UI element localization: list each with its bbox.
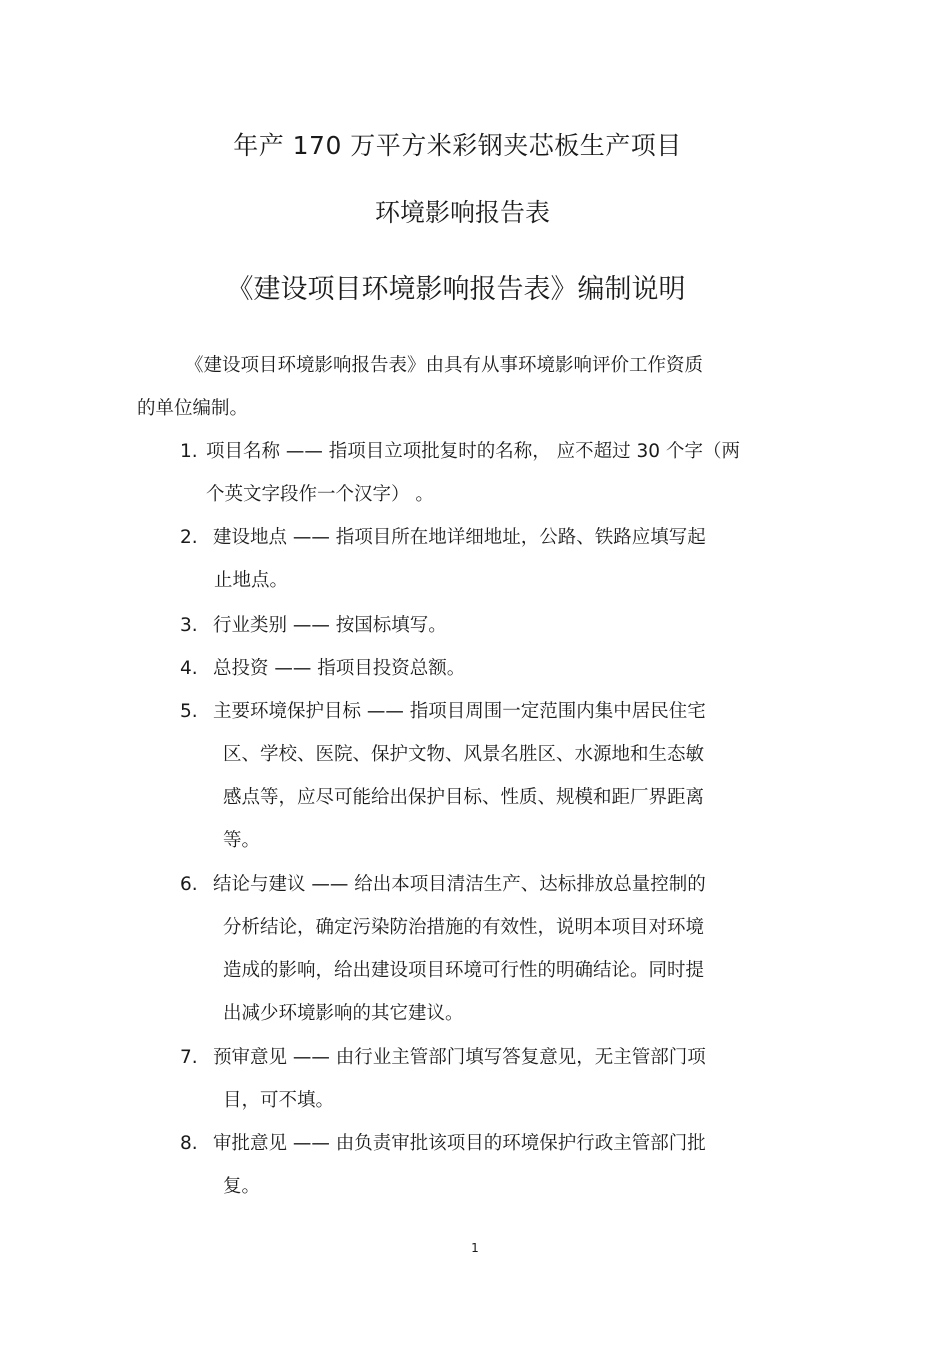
- document-subtitle: 环境影响报告表: [374, 198, 550, 227]
- document-title: 年产 170 万平方米彩钢夹芯板生产项目: [233, 131, 682, 160]
- page-number: 1: [471, 1241, 479, 1255]
- item-line: 结论与建议 —— 给出本项目清洁生产、达标排放总量控制的: [213, 874, 706, 895]
- item-number: 3.: [180, 615, 198, 636]
- item-line: 预审意见 —— 由行业主管部门填写答复意见，无主管部门项: [213, 1047, 706, 1068]
- item-number: 2.: [180, 527, 198, 548]
- item-line: 复。: [223, 1176, 261, 1197]
- item-line: 审批意见 —— 由负责审批该项目的环境保护行政主管部门批: [213, 1133, 706, 1154]
- section-heading: 《建设项目环境影响报告表》编制说明: [226, 274, 686, 305]
- item-line: 个英文字段作一个汉字） 。: [206, 484, 434, 505]
- item-line: 建设地点 —— 指项目所在地详细地址，公路、铁路应填写起: [213, 527, 706, 548]
- item-line: 区、学校、医院、保护文物、风景名胜区、水源地和生态敏: [223, 744, 705, 765]
- item-number: 1.: [180, 441, 198, 462]
- item-number: 6.: [180, 874, 198, 895]
- item-line: 主要环境保护目标 —— 指项目周围一定范围内集中居民住宅: [213, 701, 706, 722]
- item-number: 8.: [180, 1133, 198, 1154]
- item-line: 止地点。: [214, 570, 289, 591]
- item-line: 总投资 —— 指项目投资总额。: [213, 658, 466, 679]
- intro-paragraph-line-1: 《建设项目环境影响报告表》由具有从事环境影响评价工作资质: [185, 355, 704, 376]
- item-line: 分析结论，确定污染防治措施的有效性，说明本项目对环境: [223, 917, 705, 938]
- item-line: 目，可不填。: [223, 1090, 335, 1111]
- item-line: 出减少环境影响的其它建议。: [223, 1003, 464, 1024]
- item-line: 项目名称 —— 指项目立项批复时的名称， 应不超过 30 个字（两: [206, 441, 740, 462]
- item-line: 行业类别 —— 按国标填写。: [213, 615, 447, 636]
- item-number: 5.: [180, 701, 198, 722]
- item-line: 感点等，应尽可能给出保护目标、性质、规模和距厂界距离: [223, 787, 705, 808]
- intro-paragraph-line-2: 的单位编制。: [137, 398, 249, 419]
- item-line: 等。: [223, 830, 261, 851]
- item-number: 4.: [180, 658, 198, 679]
- item-line: 造成的影响，给出建设项目环境可行性的明确结论。同时提: [223, 960, 705, 981]
- item-number: 7.: [180, 1047, 198, 1068]
